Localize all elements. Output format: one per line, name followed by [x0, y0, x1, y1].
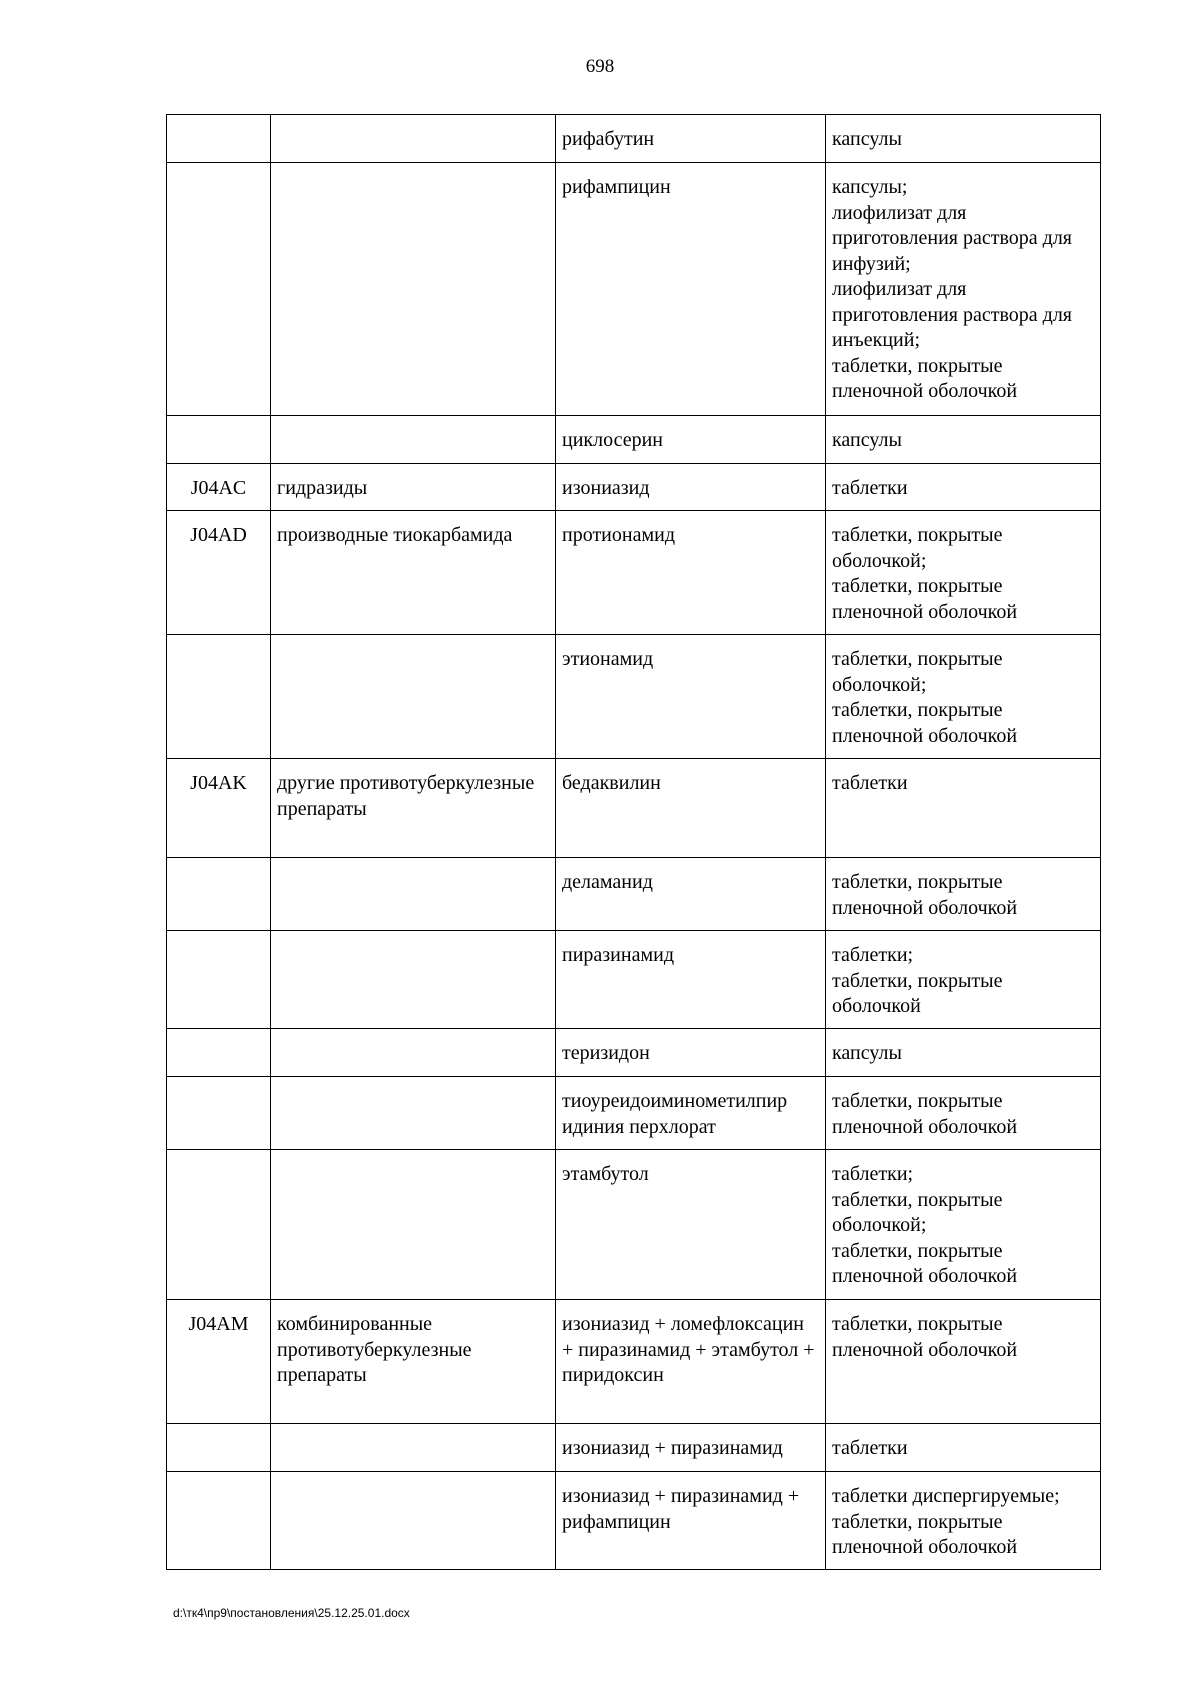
atc-code [167, 416, 271, 464]
table-row [167, 635, 1101, 759]
atc-code [167, 1029, 271, 1077]
drug-name: изониазид [556, 464, 826, 511]
drug-name: этамбутол [556, 1150, 826, 1300]
atc-code [167, 115, 271, 163]
drug-name: изониазид + ломефлоксацин + пиразинамид + этамбутол + пиридоксин [556, 1300, 826, 1424]
group-name [271, 416, 556, 464]
dosage-form: таблетки [826, 464, 1101, 511]
group-name [271, 115, 556, 163]
group-name [271, 1077, 556, 1150]
dosage-form: таблетки, покрытые пленочной оболочкой [826, 1077, 1101, 1150]
group-name [271, 931, 556, 1029]
table-row [167, 931, 1101, 1029]
table-row [167, 163, 1101, 416]
atc-code [167, 1150, 271, 1300]
atc-code [167, 1472, 271, 1570]
drug-name: циклосерин [556, 416, 826, 464]
drug-name: протионамид [556, 511, 826, 635]
drug-name: теризидон [556, 1029, 826, 1077]
group-name: комбинированные противотуберкулезные препараты [271, 1300, 556, 1424]
dosage-form: таблетки, покрытые пленочной оболочкой [826, 1300, 1101, 1424]
group-name [271, 1029, 556, 1077]
atc-code [167, 858, 271, 931]
group-name [271, 858, 556, 931]
dosage-form: таблетки диспергируемые; таблетки, покрытые пленочной оболочкой [826, 1472, 1101, 1570]
table-row [167, 1150, 1101, 1300]
atc-code: J04AD [167, 511, 271, 635]
dosage-form: капсулы [826, 1029, 1101, 1077]
drug-name: бедаквилин [556, 759, 826, 858]
atc-code: J04AC [167, 464, 271, 511]
dosage-form: капсулы [826, 115, 1101, 163]
dosage-form: таблетки, покрытые пленочной оболочкой [826, 858, 1101, 931]
atc-code [167, 635, 271, 759]
table-row [167, 115, 1101, 163]
page-number: 698 [585, 56, 615, 77]
drug-name: деламанид [556, 858, 826, 931]
footer-file-path: d:\тк4\пр9\постановления\25.12.25.01.docx [173, 1606, 410, 1620]
group-name: производные тиокарбамида [271, 511, 556, 635]
drug-table [166, 114, 1101, 1570]
atc-code: J04AM [167, 1300, 271, 1424]
group-name: другие противотуберкулезные препараты [271, 759, 556, 858]
dosage-form: таблетки, покрытые оболочкой; таблетки, покрытые пленочной оболочкой [826, 511, 1101, 635]
drug-name: рифабутин [556, 115, 826, 163]
drug-name: изониазид + пиразинамид [556, 1424, 826, 1472]
drug-name: пиразинамид [556, 931, 826, 1029]
table-row [167, 1472, 1101, 1570]
drug-name: этионамид [556, 635, 826, 759]
dosage-form: капсулы; лиофилизат для приготовления раствора для инфузий; лиофилизат для приготовления раствора для инъекций; таблетки, покрытые пленочной оболочкой [826, 163, 1101, 416]
dosage-form: таблетки; таблетки, покрытые оболочкой [826, 931, 1101, 1029]
dosage-form: таблетки [826, 759, 1101, 858]
drug-name: тиоуреидоиминометилпир идиния перхлорат [556, 1077, 826, 1150]
group-name: гидразиды [271, 464, 556, 511]
atc-code [167, 931, 271, 1029]
group-name [271, 635, 556, 759]
table-row [167, 759, 1101, 858]
atc-code: J04AK [167, 759, 271, 858]
dosage-form: капсулы [826, 416, 1101, 464]
table-row [167, 1300, 1101, 1424]
table-row [167, 464, 1101, 511]
table-row [167, 1077, 1101, 1150]
dosage-form: таблетки, покрытые оболочкой; таблетки, покрытые пленочной оболочкой [826, 635, 1101, 759]
group-name [271, 1472, 556, 1570]
dosage-form: таблетки; таблетки, покрытые оболочкой; таблетки, покрытые пленочной оболочкой [826, 1150, 1101, 1300]
atc-code [167, 163, 271, 416]
table-row [167, 1029, 1101, 1077]
table-row [167, 1424, 1101, 1472]
drug-name: изониазид + пиразинамид + рифампицин [556, 1472, 826, 1570]
atc-code [167, 1077, 271, 1150]
group-name [271, 163, 556, 416]
atc-code [167, 1424, 271, 1472]
dosage-form: таблетки [826, 1424, 1101, 1472]
group-name [271, 1150, 556, 1300]
table-row [167, 858, 1101, 931]
table-row [167, 511, 1101, 635]
table-row [167, 416, 1101, 464]
group-name [271, 1424, 556, 1472]
drug-name: рифампицин [556, 163, 826, 416]
